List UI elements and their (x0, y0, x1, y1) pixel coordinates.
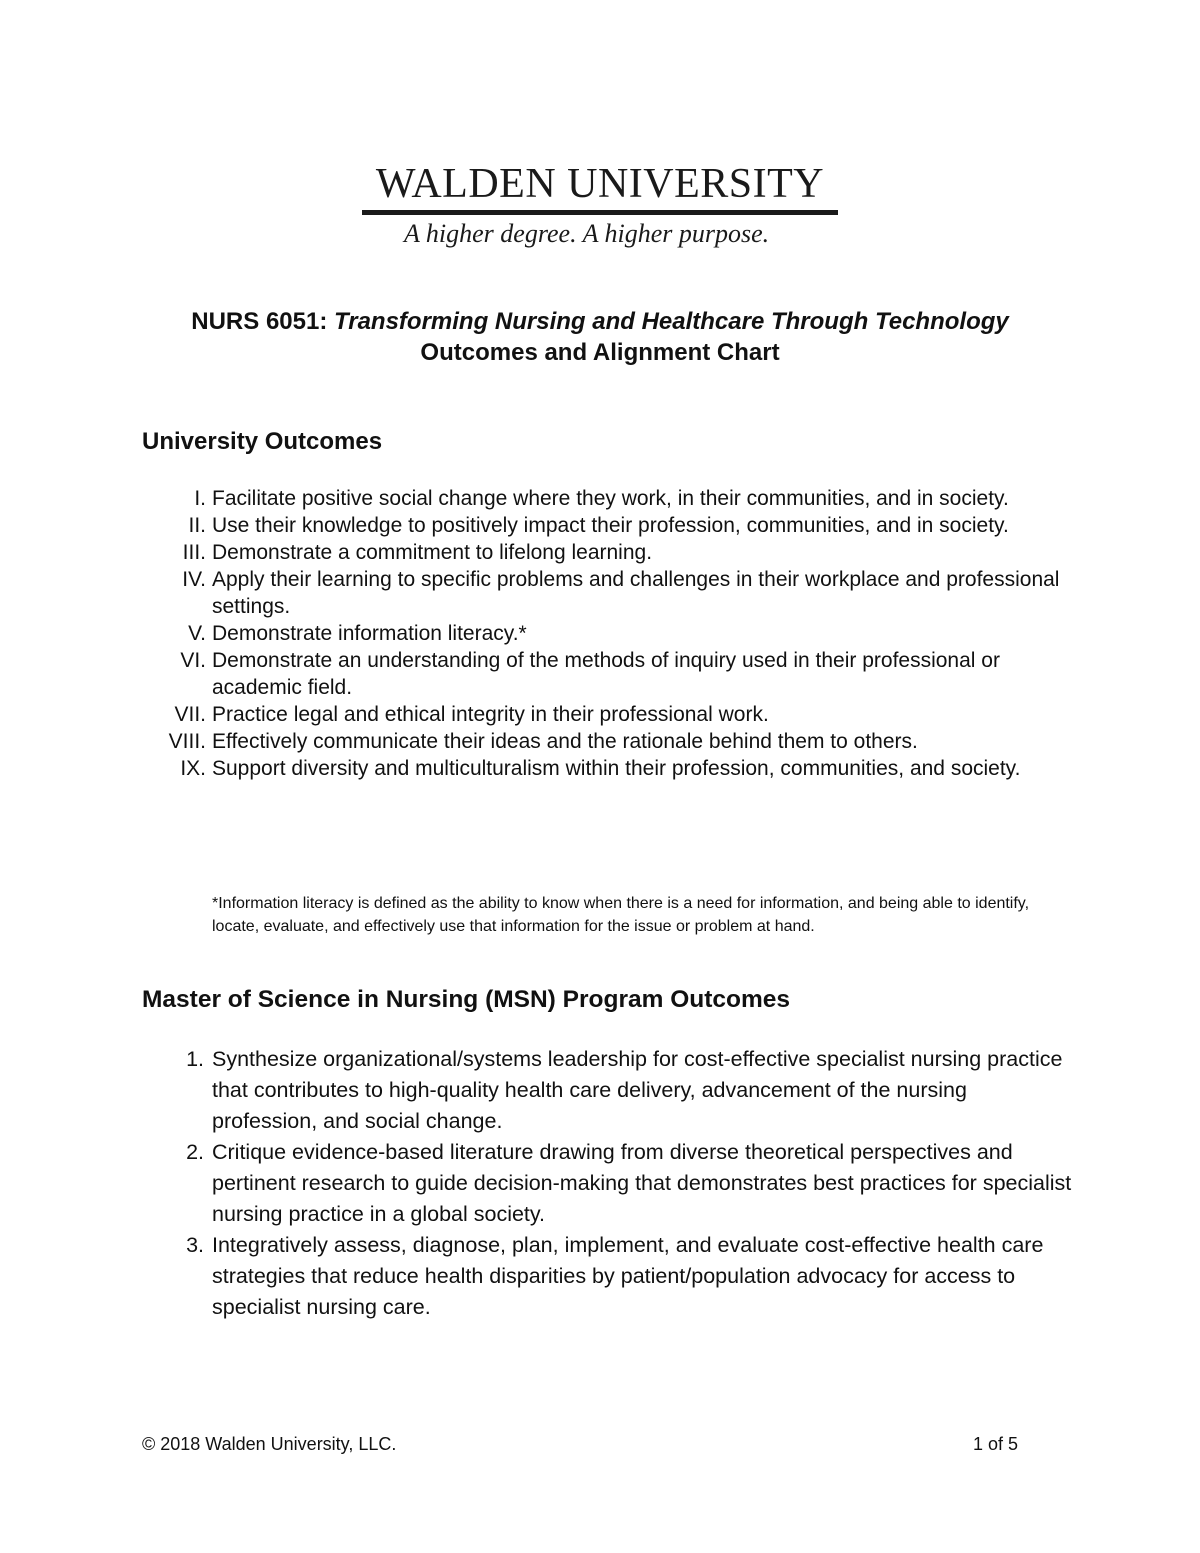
course-name: Transforming Nursing and Healthcare Through Technology (334, 308, 1009, 335)
course-code: NURS 6051: (191, 308, 328, 335)
item-number: V. (188, 622, 206, 645)
item-number: 2. (186, 1140, 204, 1164)
msn-outcomes-list (186, 1044, 1072, 1323)
logo-rule (362, 210, 838, 215)
item-number: II. (188, 514, 206, 537)
item-text: Support diversity and multiculturalism within their profession, communities, and society. (212, 757, 1021, 780)
list-item (180, 647, 1062, 701)
list-item (194, 485, 1062, 512)
university-outcomes-list (168, 485, 1062, 782)
logo-tagline: A higher degree. A higher purpose. (404, 219, 770, 248)
item-number: VIII. (168, 730, 206, 753)
document-subtitle: Outcomes and Alignment Chart (420, 339, 780, 366)
item-text: Practice legal and ethical integrity in their professional work. (212, 703, 769, 726)
item-number: I. (194, 487, 206, 510)
item-number: III. (182, 541, 206, 564)
list-item (182, 539, 1062, 566)
item-number: 3. (186, 1233, 204, 1257)
msn-outcomes-heading: Master of Science in Nursing (MSN) Program Outcomes (142, 986, 791, 1013)
item-number: VII. (174, 703, 206, 726)
university-logo (362, 160, 838, 249)
item-text: Demonstrate an understanding of the methods of inquiry used in their professional or academic field. (212, 649, 1000, 699)
list-item (180, 755, 1062, 782)
list-item (186, 1044, 1072, 1137)
item-text: Facilitate positive social change where they work, in their communities, and in society. (212, 487, 1009, 510)
item-text: Integratively assess, diagnose, plan, implement, and evaluate cost-effective health care strategies that reduce health disparities by patient/population advocacy for access to specialist nursing care. (212, 1233, 1044, 1319)
item-text: Critique evidence-based literature drawing from diverse theoretical perspectives and pertinent research to guide decision-making that demonstrates best practices for specialist nursing practice in a global society. (212, 1140, 1072, 1226)
course-title-line (150, 306, 1050, 337)
item-text: Effectively communicate their ideas and the rationale behind them to others. (212, 730, 918, 753)
list-item (168, 728, 1062, 755)
document-title (150, 306, 1050, 368)
logo-wordmark: WALDEN UNIVERSITY (375, 161, 825, 207)
item-text: Synthesize organizational/systems leadership for cost-effective specialist nursing practice that contributes to high-quality health care delivery, advancement of the nursing profession, and social change. (212, 1047, 1063, 1133)
copyright-notice: © 2018 Walden University, LLC. (142, 1434, 397, 1454)
item-number: 1. (186, 1047, 204, 1071)
item-number: IV. (182, 568, 206, 591)
item-text: Demonstrate a commitment to lifelong learning. (212, 541, 653, 564)
information-literacy-footnote: *Information literacy is defined as the ability to know when there is a need for information, and being able to identify, locate, evaluate, and effectively use that information for the issue or problem at hand. (212, 895, 1030, 935)
list-item (186, 1230, 1072, 1323)
list-item (182, 566, 1062, 620)
list-item (188, 512, 1062, 539)
list-item (188, 620, 1062, 647)
university-outcomes-heading: University Outcomes (142, 428, 383, 455)
list-item (174, 701, 1062, 728)
item-number: VI. (180, 649, 206, 672)
item-text: Demonstrate information literacy.* (212, 622, 527, 645)
item-number: IX. (180, 757, 206, 780)
item-text: Apply their learning to specific problems and challenges in their workplace and professional settings. (212, 568, 1060, 618)
page-number: 1 of 5 (972, 1434, 1018, 1454)
page-footer (142, 1434, 1018, 1455)
list-item (186, 1137, 1072, 1230)
item-text: Use their knowledge to positively impact their profession, communities, and in society. (212, 514, 1009, 537)
